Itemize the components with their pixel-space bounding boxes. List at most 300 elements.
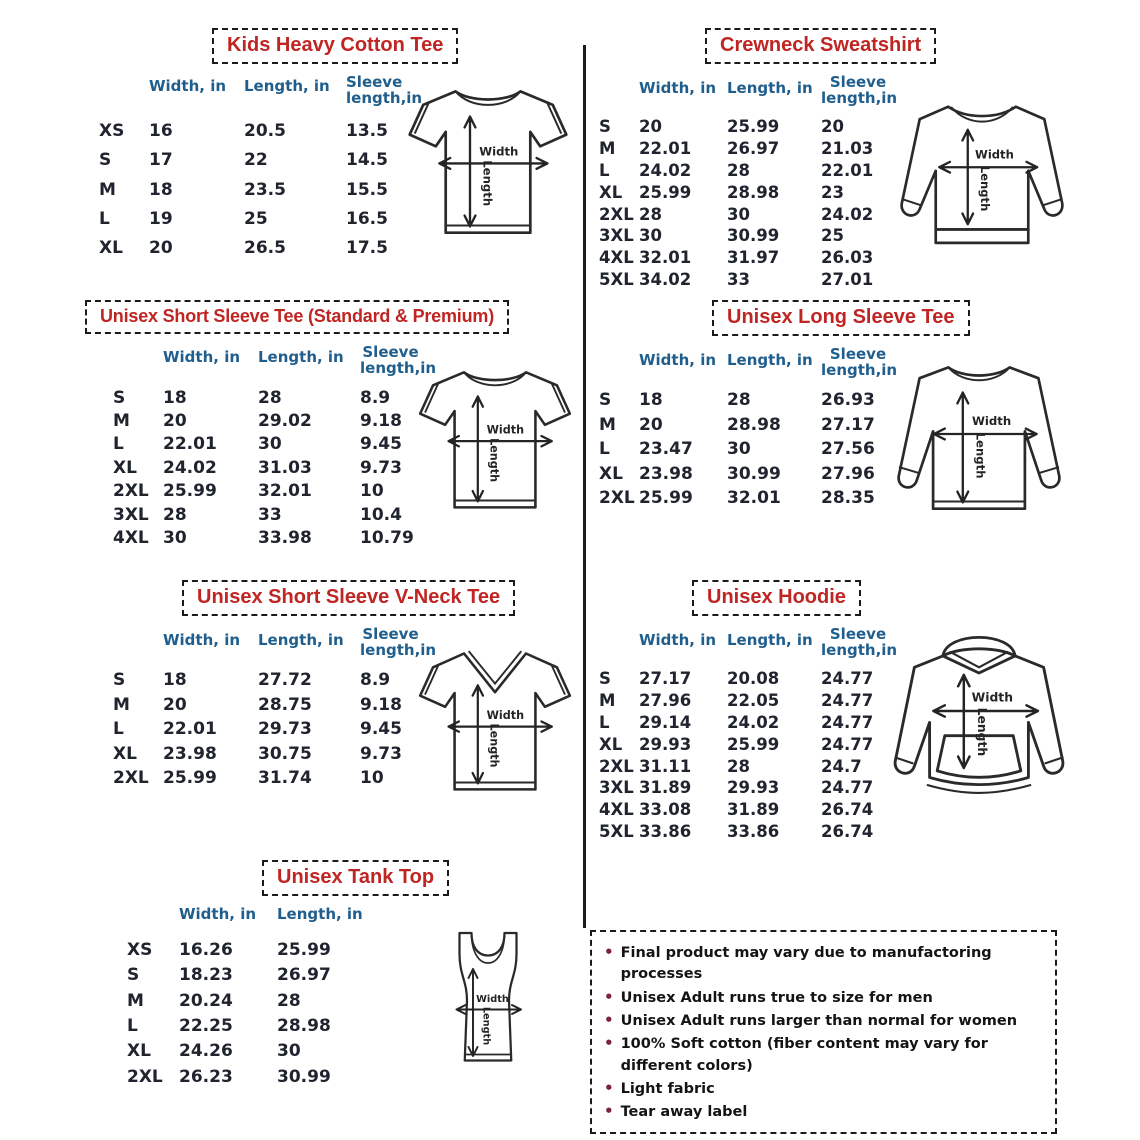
size-table bbox=[599, 73, 898, 291]
size-value: 30 bbox=[277, 1041, 301, 1062]
table-row bbox=[599, 690, 895, 712]
size-value: 32.01 bbox=[258, 481, 312, 502]
size-value: 17 bbox=[149, 150, 173, 171]
size-value: 18 bbox=[163, 387, 187, 408]
table-row bbox=[127, 937, 377, 962]
size-value: 28.98 bbox=[277, 1015, 331, 1036]
section-unisex-short-sleeve-tee bbox=[85, 300, 582, 550]
size-value: 24.7 bbox=[821, 756, 862, 776]
hoodie-illustration bbox=[881, 616, 1077, 806]
section-title: Unisex Short Sleeve Tee (Standard & Premium) bbox=[85, 300, 509, 334]
size-value: 32.01 bbox=[639, 248, 692, 268]
table-row bbox=[127, 988, 377, 1013]
size-label: 3XL bbox=[599, 778, 634, 798]
size-value: 30 bbox=[258, 434, 282, 455]
v-neck-tee-illustration bbox=[409, 628, 581, 808]
size-value: 25 bbox=[821, 226, 844, 246]
note-text: Final product may vary due to manufactoring processes bbox=[620, 945, 992, 983]
size-column-header bbox=[113, 626, 163, 668]
note-text: Tear away label bbox=[620, 1104, 748, 1121]
column-header: Width, in bbox=[639, 350, 717, 369]
size-value: 17.5 bbox=[346, 238, 388, 259]
size-label: S bbox=[113, 670, 126, 691]
size-value: 26.5 bbox=[244, 238, 286, 259]
table-row bbox=[599, 413, 895, 437]
size-value: 18.23 bbox=[179, 965, 233, 986]
table-row bbox=[599, 821, 895, 843]
size-value: 24.77 bbox=[821, 669, 874, 689]
size-value: 20 bbox=[149, 238, 173, 259]
size-value: 20 bbox=[163, 410, 187, 431]
size-value: 32.01 bbox=[727, 487, 781, 508]
width-label: Width bbox=[972, 414, 1012, 428]
size-value: 31.74 bbox=[258, 767, 312, 788]
section-title: Crewneck Sweatshirt bbox=[705, 28, 936, 64]
column-header: Length, in bbox=[727, 630, 813, 649]
size-value: 14.5 bbox=[346, 150, 388, 171]
size-value: 25.99 bbox=[639, 182, 692, 202]
size-label: XL bbox=[99, 238, 123, 259]
size-label: L bbox=[127, 1015, 138, 1036]
size-value: 30.99 bbox=[727, 226, 780, 246]
vertical-divider bbox=[583, 45, 586, 928]
note-item bbox=[604, 1009, 1043, 1032]
column-header: Length, in bbox=[258, 348, 344, 367]
size-label: 2XL bbox=[599, 756, 634, 776]
size-value: 10.4 bbox=[360, 504, 402, 525]
table-row bbox=[599, 437, 895, 461]
size-column-header bbox=[599, 346, 639, 388]
size-value: 27.72 bbox=[258, 670, 312, 691]
size-column-header bbox=[99, 74, 149, 116]
column-header: Width, in bbox=[163, 348, 241, 367]
size-value: 9.18 bbox=[360, 694, 402, 715]
size-value: 25.99 bbox=[727, 117, 780, 137]
section-unisex-long-sleeve-tee bbox=[595, 300, 1077, 524]
size-value: 19 bbox=[149, 209, 173, 230]
column-header: Sleeve length,in bbox=[821, 625, 898, 660]
table-row bbox=[599, 712, 895, 734]
table-row bbox=[599, 486, 895, 510]
size-value: 25.99 bbox=[277, 939, 331, 960]
table-row bbox=[599, 182, 895, 204]
size-label: XL bbox=[127, 1041, 151, 1062]
size-value: 22.01 bbox=[639, 139, 692, 159]
size-value: 20 bbox=[163, 694, 187, 715]
size-value: 33.86 bbox=[727, 821, 780, 841]
size-label: XL bbox=[599, 182, 623, 202]
size-value: 24.77 bbox=[821, 712, 874, 732]
size-label: 4XL bbox=[599, 248, 634, 268]
size-column-header bbox=[113, 344, 163, 386]
size-value: 29.73 bbox=[258, 719, 312, 740]
size-label: 3XL bbox=[599, 226, 634, 246]
table-row bbox=[113, 526, 421, 549]
size-value: 27.17 bbox=[821, 414, 875, 435]
size-value: 22.05 bbox=[727, 691, 780, 711]
size-value: 25.99 bbox=[727, 734, 780, 754]
size-value: 10.79 bbox=[360, 527, 414, 548]
bullet-icon: • bbox=[604, 1034, 614, 1053]
bullet-icon: • bbox=[604, 1078, 614, 1097]
size-value: 20.5 bbox=[244, 120, 286, 141]
size-label: 5XL bbox=[599, 269, 634, 289]
size-value: 29.93 bbox=[639, 734, 692, 754]
crewneck-sweatshirt-illustration bbox=[887, 80, 1077, 258]
note-item bbox=[604, 1032, 1043, 1077]
size-value: 27.96 bbox=[821, 463, 875, 484]
table-row bbox=[599, 799, 895, 821]
size-value: 23.47 bbox=[639, 439, 693, 460]
size-value: 33.98 bbox=[258, 527, 312, 548]
size-value: 28.75 bbox=[258, 694, 312, 715]
size-label: L bbox=[99, 209, 110, 230]
size-value: 23.98 bbox=[163, 743, 217, 764]
size-value: 27.17 bbox=[639, 669, 692, 689]
header-row bbox=[599, 346, 895, 388]
size-value: 28 bbox=[163, 504, 187, 525]
table-row bbox=[127, 1064, 377, 1089]
size-label: XL bbox=[599, 734, 623, 754]
table-row bbox=[599, 138, 895, 160]
note-item bbox=[604, 1100, 1043, 1123]
size-value: 26.97 bbox=[727, 139, 780, 159]
notes-box bbox=[590, 930, 1057, 1134]
table-row bbox=[599, 225, 895, 247]
size-value: 22 bbox=[244, 150, 268, 171]
size-value: 25.99 bbox=[639, 487, 693, 508]
size-value: 30 bbox=[163, 527, 187, 548]
size-label: M bbox=[599, 139, 616, 159]
table-row bbox=[127, 1039, 377, 1064]
size-value: 8.9 bbox=[360, 670, 391, 691]
column-header: Length, in bbox=[277, 905, 363, 923]
size-table bbox=[113, 342, 437, 550]
size-label: L bbox=[113, 719, 124, 740]
size-value: 22.01 bbox=[163, 434, 217, 455]
size-value: 16.26 bbox=[179, 939, 233, 960]
size-value: 27.96 bbox=[639, 691, 692, 711]
bullet-icon: • bbox=[604, 1102, 614, 1121]
section-title: Unisex Long Sleeve Tee bbox=[712, 300, 970, 336]
table-row bbox=[113, 480, 421, 503]
table-row bbox=[599, 116, 895, 138]
header-row bbox=[127, 906, 377, 937]
size-value: 33 bbox=[727, 269, 750, 289]
length-label: Length bbox=[487, 723, 501, 768]
column-header: Width, in bbox=[639, 78, 717, 97]
column-header: Sleeve length,in bbox=[346, 73, 423, 108]
size-value: 22.25 bbox=[179, 1015, 233, 1036]
size-label: M bbox=[113, 694, 130, 715]
column-header: Width, in bbox=[163, 630, 241, 649]
size-value: 9.73 bbox=[360, 457, 402, 478]
length-label: Length bbox=[975, 707, 990, 757]
size-value: 34.02 bbox=[639, 269, 692, 289]
note-text: Unisex Adult runs true to size for men bbox=[620, 989, 933, 1006]
size-label: L bbox=[113, 434, 124, 455]
size-value: 20 bbox=[821, 117, 844, 137]
size-value: 25.99 bbox=[163, 767, 217, 788]
size-value: 20.08 bbox=[727, 669, 780, 689]
size-value: 13.5 bbox=[346, 120, 388, 141]
size-value: 26.97 bbox=[277, 965, 331, 986]
table-row bbox=[113, 503, 421, 526]
size-value: 28.35 bbox=[821, 487, 875, 508]
size-label: L bbox=[599, 712, 610, 732]
notes-list bbox=[604, 941, 1043, 1124]
table-row bbox=[599, 777, 895, 799]
column-header: Sleeve length,in bbox=[821, 73, 898, 108]
size-value: 25.99 bbox=[163, 481, 217, 502]
size-value: 30.99 bbox=[277, 1066, 331, 1087]
size-value: 8.9 bbox=[360, 387, 391, 408]
size-label: M bbox=[113, 410, 130, 431]
size-value: 28 bbox=[258, 387, 282, 408]
table-row bbox=[127, 963, 377, 988]
size-value: 27.56 bbox=[821, 439, 875, 460]
size-value: 27.01 bbox=[821, 269, 874, 289]
size-value: 24.26 bbox=[179, 1041, 233, 1062]
table-row bbox=[99, 146, 401, 175]
size-value: 28 bbox=[277, 990, 301, 1011]
size-value: 10 bbox=[360, 767, 384, 788]
size-value: 23.5 bbox=[244, 179, 286, 200]
size-value: 24.77 bbox=[821, 691, 874, 711]
section-unisex-hoodie bbox=[595, 580, 1077, 843]
size-label: M bbox=[599, 414, 616, 435]
size-value: 15.5 bbox=[346, 179, 388, 200]
size-value: 20 bbox=[639, 414, 663, 435]
bullet-icon: • bbox=[604, 987, 614, 1006]
size-label: M bbox=[99, 179, 116, 200]
size-label: XL bbox=[113, 457, 137, 478]
size-value: 28 bbox=[727, 390, 751, 411]
size-value: 28 bbox=[727, 160, 750, 180]
short-sleeve-tee-illustration bbox=[395, 68, 581, 248]
table-row bbox=[599, 734, 895, 756]
table-row bbox=[113, 386, 421, 409]
length-label: Length bbox=[978, 165, 993, 212]
size-value: 9.73 bbox=[360, 743, 402, 764]
size-value: 29.02 bbox=[258, 410, 312, 431]
size-value: 24.02 bbox=[821, 204, 874, 224]
size-value: 30 bbox=[727, 439, 751, 460]
size-column-header bbox=[599, 74, 639, 116]
size-label: 2XL bbox=[599, 204, 634, 224]
size-table bbox=[99, 73, 423, 263]
size-value: 29.14 bbox=[639, 712, 692, 732]
size-value: 33.86 bbox=[639, 821, 692, 841]
size-label: XS bbox=[127, 939, 153, 960]
size-label: 2XL bbox=[113, 767, 149, 788]
section-title: Kids Heavy Cotton Tee bbox=[212, 28, 458, 64]
table-row bbox=[99, 205, 401, 234]
column-header: Sleeve length,in bbox=[360, 625, 437, 660]
size-value: 18 bbox=[639, 390, 663, 411]
size-value: 20 bbox=[639, 117, 662, 137]
width-label: Width bbox=[971, 690, 1013, 705]
section-unisex-v-neck-tee bbox=[85, 580, 582, 808]
size-value: 24.02 bbox=[639, 160, 692, 180]
table-row bbox=[599, 269, 895, 291]
long-sleeve-tee-illustration bbox=[881, 344, 1077, 524]
length-label: Length bbox=[973, 432, 988, 479]
column-header: Sleeve length,in bbox=[821, 345, 898, 380]
size-value: 29.93 bbox=[727, 778, 780, 798]
size-table bbox=[113, 625, 437, 790]
size-value: 28.98 bbox=[727, 414, 781, 435]
table-row bbox=[599, 462, 895, 486]
bullet-icon: • bbox=[604, 943, 614, 961]
width-label: Width bbox=[486, 423, 525, 437]
short-sleeve-tee-illustration bbox=[409, 346, 581, 526]
header-row bbox=[113, 344, 421, 386]
size-value: 20.24 bbox=[179, 990, 233, 1011]
size-value: 9.45 bbox=[360, 434, 402, 455]
size-value: 22.01 bbox=[821, 160, 874, 180]
size-label: S bbox=[599, 117, 611, 137]
width-label: Width bbox=[486, 708, 525, 722]
section-title: Unisex Tank Top bbox=[262, 860, 449, 896]
size-value: 26.23 bbox=[179, 1066, 233, 1087]
length-label: Length bbox=[480, 1006, 492, 1046]
size-value: 21.03 bbox=[821, 139, 874, 159]
size-value: 31.03 bbox=[258, 457, 312, 478]
size-label: L bbox=[599, 439, 610, 460]
size-label: M bbox=[127, 990, 144, 1011]
size-value: 26.93 bbox=[821, 390, 875, 411]
table-row bbox=[113, 409, 421, 432]
size-value: 23 bbox=[821, 182, 844, 202]
size-value: 33.08 bbox=[639, 800, 692, 820]
table-row bbox=[113, 668, 421, 692]
size-value: 31.89 bbox=[727, 800, 780, 820]
size-value: 28 bbox=[727, 756, 750, 776]
tank-top-illustration bbox=[413, 906, 563, 1086]
table-row bbox=[599, 160, 895, 182]
size-label: S bbox=[599, 390, 612, 411]
size-value: 24.77 bbox=[821, 778, 874, 798]
section-kids-heavy-cotton-tee bbox=[85, 28, 582, 263]
size-label: S bbox=[599, 669, 611, 689]
size-value: 30 bbox=[727, 204, 750, 224]
size-value: 26.74 bbox=[821, 800, 874, 820]
note-text: 100% Soft cotton (fiber content may vary for different colors) bbox=[620, 1036, 988, 1074]
size-label: S bbox=[99, 150, 112, 171]
header-row bbox=[599, 74, 895, 116]
table-row bbox=[127, 1013, 377, 1038]
size-label: XL bbox=[599, 463, 623, 484]
size-value: 18 bbox=[163, 670, 187, 691]
size-value: 9.45 bbox=[360, 719, 402, 740]
table-row bbox=[113, 456, 421, 479]
column-header: Length, in bbox=[727, 350, 813, 369]
size-value: 33 bbox=[258, 504, 282, 525]
size-label: L bbox=[599, 160, 610, 180]
note-item bbox=[604, 941, 1043, 986]
size-label: 2XL bbox=[127, 1066, 163, 1087]
size-value: 10 bbox=[360, 481, 384, 502]
size-label: 4XL bbox=[599, 800, 634, 820]
size-label: XL bbox=[113, 743, 137, 764]
section-title: Unisex Hoodie bbox=[692, 580, 861, 616]
size-label: 4XL bbox=[113, 527, 149, 548]
size-value: 31.11 bbox=[639, 756, 692, 776]
table-row bbox=[599, 388, 895, 412]
size-value: 28 bbox=[639, 204, 662, 224]
table-row bbox=[599, 668, 895, 690]
size-column-header bbox=[599, 626, 639, 668]
column-header: Sleeve length,in bbox=[360, 342, 437, 377]
header-row bbox=[599, 626, 895, 668]
table-row bbox=[99, 175, 401, 204]
header-row bbox=[99, 74, 401, 116]
table-row bbox=[599, 247, 895, 269]
table-row bbox=[113, 433, 421, 456]
size-value: 23.98 bbox=[639, 463, 693, 484]
size-value: 31.89 bbox=[639, 778, 692, 798]
bullet-icon: • bbox=[604, 1010, 614, 1029]
size-label: 5XL bbox=[599, 821, 634, 841]
column-header: Length, in bbox=[727, 78, 813, 97]
size-value: 18 bbox=[149, 179, 173, 200]
size-value: 16.5 bbox=[346, 209, 388, 230]
note-item bbox=[604, 986, 1043, 1009]
table-row bbox=[599, 204, 895, 226]
table-row bbox=[113, 717, 421, 741]
width-label: Width bbox=[975, 147, 1014, 162]
section-crewneck-sweatshirt bbox=[595, 28, 1077, 291]
size-value: 26.03 bbox=[821, 248, 874, 268]
size-value: 30.99 bbox=[727, 463, 781, 484]
size-table bbox=[127, 906, 377, 1090]
size-value: 30 bbox=[639, 226, 662, 246]
width-label: Width bbox=[476, 994, 509, 1005]
size-value: 22.01 bbox=[163, 719, 217, 740]
size-table bbox=[599, 625, 898, 843]
table-row bbox=[99, 116, 401, 145]
column-header: Length, in bbox=[258, 630, 344, 649]
size-value: 25 bbox=[244, 209, 268, 230]
size-label: XS bbox=[99, 120, 125, 141]
section-unisex-tank-top bbox=[85, 860, 582, 1090]
column-header: Width, in bbox=[179, 905, 257, 923]
size-label: 2XL bbox=[113, 481, 149, 502]
size-value: 9.18 bbox=[360, 410, 402, 431]
column-header: Length, in bbox=[244, 76, 330, 95]
size-value: 16 bbox=[149, 120, 173, 141]
note-item bbox=[604, 1077, 1043, 1100]
section-title: Unisex Short Sleeve V-Neck Tee bbox=[182, 580, 515, 616]
size-value: 24.77 bbox=[821, 734, 874, 754]
length-label: Length bbox=[487, 437, 501, 482]
note-text: Light fabric bbox=[620, 1080, 715, 1097]
column-header: Width, in bbox=[149, 76, 227, 95]
size-value: 24.02 bbox=[163, 457, 217, 478]
table-row bbox=[99, 234, 401, 263]
length-label: Length bbox=[480, 160, 495, 207]
size-value: 28.98 bbox=[727, 182, 780, 202]
header-row bbox=[113, 626, 421, 668]
column-header: Width, in bbox=[639, 630, 717, 649]
size-value: 26.74 bbox=[821, 821, 874, 841]
width-label: Width bbox=[479, 144, 519, 159]
size-label: M bbox=[599, 691, 616, 711]
table-row bbox=[113, 742, 421, 766]
size-label: 2XL bbox=[599, 487, 635, 508]
size-label: 3XL bbox=[113, 504, 149, 525]
